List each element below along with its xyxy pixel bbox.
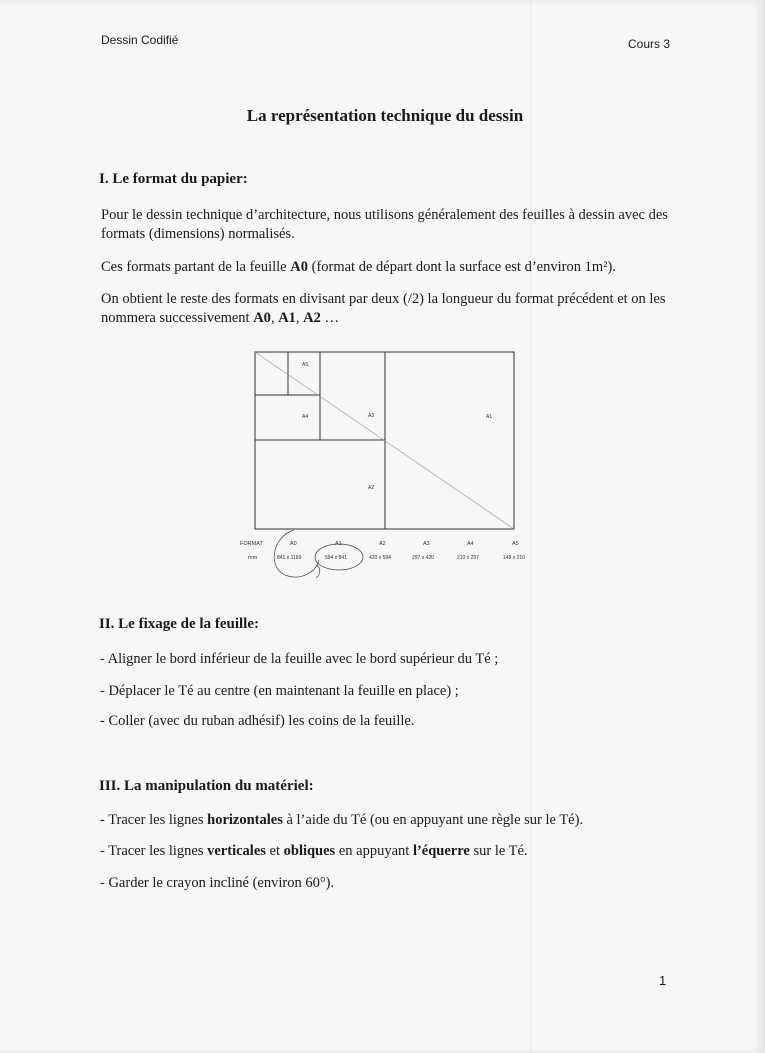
item2-text-c: et <box>265 843 284 859</box>
p3-ellipsis: … <box>320 310 340 326</box>
format-a3: A3 <box>423 541 430 547</box>
row-format-label: FORMAT <box>240 541 263 547</box>
item2-emph-equerre: l’équerre <box>412 843 470 859</box>
section3-item-2 <box>100 843 528 860</box>
p3-text: On obtient le reste des formats en divisant par deux (/2) la longueur du format précédent et on les nommera successivement <box>101 291 666 326</box>
p3-bold-a0: A0 <box>253 310 271 326</box>
p3-sep-1: , <box>270 310 279 326</box>
item1-emph-horizontales: horizontales <box>207 812 283 828</box>
dim-a0: 841 x 1189 <box>277 555 302 561</box>
item1-text-a: - Tracer les lignes <box>100 812 208 828</box>
item2-text-g: sur le Té. <box>469 843 528 859</box>
p2-bold-a0: A0 <box>290 259 308 275</box>
item2-text-a: - Tracer les lignes <box>100 843 208 859</box>
format-a4: A4 <box>467 541 474 547</box>
p3-bold-a2: A2 <box>303 310 321 326</box>
section2-item-3: - Coller (avec du ruban adhésif) les coins de la feuille. <box>100 713 415 729</box>
item2-emph-obliques: obliques <box>283 843 336 859</box>
label-a1: A1 <box>486 414 493 420</box>
section3-item-1 <box>100 812 583 829</box>
dim-a2: 420 x 594 <box>369 555 391 561</box>
dim-a4: 210 x 297 <box>457 555 479 561</box>
section1-paragraph-2 <box>101 258 676 277</box>
section3-item-3: - Garder le crayon incliné (environ 60°). <box>100 875 335 891</box>
section1-heading: I. Le format du papier: <box>99 171 248 187</box>
section2-item-2: - Déplacer le Té au centre (en maintenant la feuille en place) ; <box>100 683 459 699</box>
section2-item-1: - Aligner le bord inférieur de la feuille avec le bord supérieur du Té ; <box>100 651 499 667</box>
section1-paragraph-3 <box>101 290 676 328</box>
label-a2: A2 <box>368 485 375 491</box>
label-a4: A4 <box>302 414 309 420</box>
handwritten-circle-a0 <box>274 530 319 577</box>
dim-a3: 297 x 420 <box>412 555 434 561</box>
handwritten-stroke <box>316 565 320 578</box>
page-number: 1 <box>659 973 667 988</box>
format-a5: A5 <box>512 541 519 547</box>
dim-a5: 148 x 210 <box>503 555 525 561</box>
item2-emph-verticales: verticales <box>207 843 266 859</box>
item1-text-c: à l’aide du Té (ou en appuyant une règle sur le Té). <box>282 812 584 828</box>
header-course-name: Dessin Codifié <box>101 33 179 47</box>
format-a0: A0 <box>290 541 297 547</box>
row-mm-label: mm <box>248 555 258 561</box>
section1-paragraph-1: Pour le dessin technique d’architecture, nous utilisons généralement des feuilles à dessin avec des formats (dimensions) normalisés. <box>101 207 668 242</box>
section2-heading: II. Le fixage de la feuille: <box>99 616 259 632</box>
item2-text-e: en appuyant <box>335 843 413 859</box>
label-a3: A3 <box>368 413 375 419</box>
format-a1: A1 <box>335 541 342 547</box>
p3-bold-a1: A1 <box>278 310 296 326</box>
p2-text-b: (format de départ dont la surface est d’environ 1m²). <box>307 259 616 275</box>
document-title: La représentation technique du dessin <box>246 106 524 125</box>
format-a2: A2 <box>379 541 386 547</box>
paper-format-diagram <box>236 350 546 590</box>
section3-heading: III. La manipulation du matériel: <box>99 778 314 794</box>
header-lesson-number: Cours 3 <box>628 37 671 51</box>
label-a5: A5 <box>302 362 309 368</box>
p2-text-a: Ces formats partant de la feuille <box>101 259 291 275</box>
dim-a1: 594 x 841 <box>325 555 347 561</box>
p3-sep-2: , <box>295 310 304 326</box>
